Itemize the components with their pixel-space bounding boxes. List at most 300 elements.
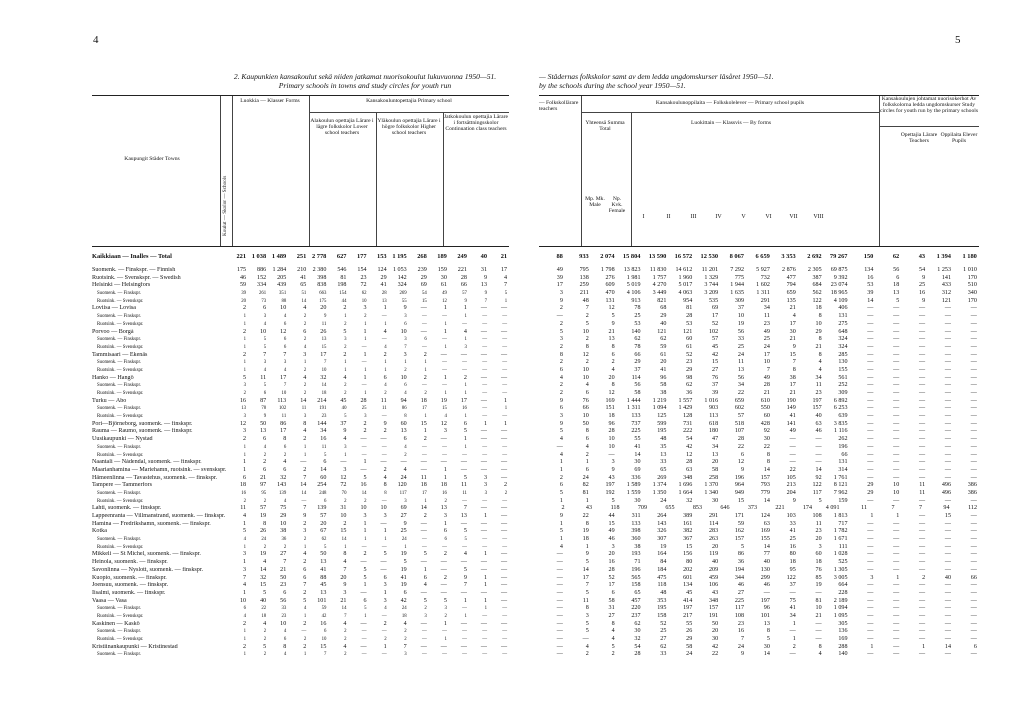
table-cell: — <box>442 360 447 366</box>
table-cell: — <box>893 459 900 466</box>
table-cell: 2 <box>423 513 427 519</box>
table-cell: 122 <box>812 482 822 489</box>
table-cell: 29 <box>686 636 693 642</box>
table-cell: 1 <box>585 459 589 466</box>
table-cell: 45 <box>340 397 347 404</box>
table-cell: — <box>482 652 488 658</box>
table-cell: — <box>380 459 387 466</box>
table-cell: 2 <box>463 374 467 381</box>
table-row <box>92 329 509 337</box>
table-row <box>539 490 979 498</box>
table-cell: — <box>502 314 508 320</box>
table-cell: 170 <box>967 297 977 304</box>
table-cell: 16 572 <box>674 253 693 260</box>
table-cell: 3 <box>263 360 267 366</box>
table-cell: 9 <box>740 651 744 658</box>
table-cell: 139 <box>279 490 287 496</box>
table-cell: 18 <box>420 482 427 489</box>
table-cell: 307 <box>657 536 667 543</box>
table-cell: 19 <box>440 397 447 404</box>
table-cell: 59 <box>321 606 327 612</box>
table-cell: 4 <box>559 543 563 550</box>
table-cell: 2 <box>303 520 307 527</box>
table-row <box>92 444 509 452</box>
table-cell: 3 744 <box>704 282 719 289</box>
table-cell: 11 <box>321 321 327 327</box>
table-cell: 159 <box>838 497 848 504</box>
table-cell: 4 <box>243 613 247 619</box>
table-cell: — <box>763 589 770 596</box>
table-cell: 5 017 <box>678 282 693 289</box>
table-cell: 57 <box>462 291 467 297</box>
table-cell: 139 <box>317 505 327 512</box>
table-row <box>92 305 509 313</box>
table-cell: — <box>460 351 467 358</box>
table-cell: — <box>482 498 488 504</box>
table-cell: 8 <box>766 628 770 635</box>
table-cell: 4 <box>283 652 287 658</box>
table-cell: 2 <box>344 391 347 396</box>
table-cell: 1 <box>443 474 447 481</box>
table-cell: — <box>893 466 900 473</box>
table-cell: 8 <box>585 428 589 435</box>
table-cell: — <box>944 366 951 373</box>
table-cell: 3 <box>403 351 407 358</box>
table-cell: — <box>482 383 488 389</box>
table-cell: 7 <box>283 559 287 566</box>
table-cell: 20 <box>712 459 719 466</box>
table-cell: 1 <box>483 574 488 581</box>
table-cell: 36 <box>281 537 287 543</box>
table-cell: 4 091 <box>825 505 840 512</box>
table-cell: — <box>944 636 951 642</box>
table-row <box>539 559 979 567</box>
table-cell: 15 <box>737 497 744 504</box>
table-cell: — <box>361 629 367 635</box>
table-cell: 6 <box>424 337 427 343</box>
table-cell: — <box>556 582 563 589</box>
table-cell: 386 <box>967 489 977 496</box>
circle-pupils-header: Oppilaita Elever Pupils <box>940 132 978 145</box>
table-cell: — <box>442 452 447 458</box>
table-cell: 1 <box>444 344 447 350</box>
table-cell: 20 <box>340 574 347 581</box>
table-cell: — <box>789 436 796 443</box>
table-cell: 63 <box>763 520 770 527</box>
table-row <box>92 567 509 575</box>
table-cell: 2 <box>303 391 307 396</box>
table-cell: — <box>480 566 488 573</box>
table-cell: 6 <box>323 629 327 635</box>
table-cell: — <box>970 390 977 396</box>
table-cell: — <box>970 459 977 466</box>
table-cell: 1 <box>303 360 307 366</box>
table-cell: 10 <box>608 443 615 450</box>
table-cell: — <box>462 544 467 550</box>
table-cell: 142 <box>397 274 407 281</box>
table-cell: — <box>893 597 900 604</box>
table-cell: 1 094 <box>833 605 848 612</box>
table-cell: 43 <box>608 474 615 481</box>
table-cell: 14 <box>300 397 307 404</box>
table-cell: 1 116 <box>834 428 848 435</box>
table-cell: 1 <box>243 589 247 596</box>
table-cell: — <box>970 497 977 504</box>
row-label: Suomenk. — Finskspr. <box>97 629 141 635</box>
table-cell: 191 <box>319 406 327 412</box>
table-cell: 1 <box>896 513 900 519</box>
table-cell: 1 370 <box>704 482 719 489</box>
table-cell: 40 <box>944 574 951 581</box>
table-cell: 477 <box>786 274 796 281</box>
table-cell: 122 <box>786 574 796 581</box>
table-cell: 44 <box>341 298 347 304</box>
table-cell: 4 <box>343 643 347 650</box>
table-cell: 18 <box>261 613 267 619</box>
table-cell: 6 <box>323 498 327 504</box>
table-cell: 6 253 <box>833 405 848 412</box>
table-cell: 40 <box>341 406 347 412</box>
table-cell: — <box>361 444 367 450</box>
lower-teachers-header: Alakoulun opettajia Lärare i lägre folkskolor Lower school teachers <box>310 118 374 137</box>
table-cell: 1 944 <box>730 282 744 289</box>
table-cell: 3 <box>559 290 563 297</box>
row-label: Ruotsink. — Svenskspr. <box>97 367 144 373</box>
table-cell: 11 201 <box>701 267 719 273</box>
table-cell: — <box>944 405 951 412</box>
table-cell: 2 <box>303 367 307 373</box>
table-cell: — <box>480 397 488 404</box>
table-cell: 133 <box>631 520 641 527</box>
table-cell: 13 <box>320 589 327 596</box>
table-cell: 30 <box>634 459 641 466</box>
table-cell: 7 <box>404 344 407 350</box>
table-cell: 1 <box>464 414 467 420</box>
table-cell: 8 <box>263 520 267 527</box>
table-cell: — <box>944 628 951 635</box>
table-cell: 94 <box>400 397 407 404</box>
table-cell: — <box>502 414 508 420</box>
table-cell: 8 <box>585 343 589 350</box>
table-cell: 10 <box>893 489 900 496</box>
table-cell: — <box>501 643 508 650</box>
table-cell: — <box>944 466 951 473</box>
table-cell: 1 <box>344 360 347 366</box>
row-label: Helsinki — Helsingfors <box>92 282 151 289</box>
table-cell: 5 <box>263 589 267 596</box>
table-cell: — <box>501 436 508 443</box>
table-cell: 5 <box>383 551 387 558</box>
table-cell: 6 <box>404 321 407 327</box>
table-cell: 565 <box>631 574 641 581</box>
table-cell: — <box>301 498 307 504</box>
table-cell: 263 <box>708 536 719 543</box>
table-cell: 20 <box>320 305 327 312</box>
table-cell: 210 <box>297 267 307 273</box>
table-cell: 601 <box>683 574 693 581</box>
right-page <box>512 0 1024 724</box>
table-cell: 2 <box>363 551 367 558</box>
table-cell: — <box>502 498 508 504</box>
table-cell: — <box>482 637 488 642</box>
table-cell: 2 <box>243 391 247 396</box>
table-cell: 2 <box>303 589 307 596</box>
table-cell: — <box>501 466 508 473</box>
table-cell: 3 <box>363 513 367 519</box>
table-cell: 198 <box>337 282 347 289</box>
table-cell: 535 <box>708 297 719 304</box>
table-cell: 4 <box>283 367 287 373</box>
caption-title: 2. Kaupunkien kansakoulut sekä niiden jatkamat nuorisokoulut lukuvuonna 1950—51. <box>233 72 497 81</box>
table-cell: 195 <box>657 605 667 612</box>
table-cell: — <box>944 566 951 573</box>
table-cell: — <box>462 606 467 612</box>
table-cell: 27 <box>608 612 615 619</box>
table-cell: 4 <box>559 374 563 381</box>
table-cell: 98 <box>686 374 693 381</box>
table-cell: 709 <box>637 505 647 512</box>
table-cell: 2 <box>384 637 387 642</box>
table-cell: — <box>867 366 874 373</box>
table-cell: 31 <box>608 605 615 612</box>
table-cell: 4 <box>585 382 589 389</box>
table-cell: — <box>482 544 488 550</box>
table-cell: 288 <box>838 643 848 650</box>
table-row <box>92 398 509 406</box>
table-cell: 5 <box>303 597 307 604</box>
table-cell: 2 <box>303 383 307 389</box>
table-cell: 5 <box>559 528 563 535</box>
table-cell: — <box>970 413 977 420</box>
table-cell: 50 <box>320 551 327 558</box>
table-cell: 414 <box>683 597 693 604</box>
table-cell: 10 <box>361 298 367 304</box>
table-cell: — <box>867 374 874 381</box>
table-cell: 1 <box>464 391 467 396</box>
table-cell: — <box>360 559 367 566</box>
table-cell: 75 <box>280 505 287 512</box>
row-label: Suomenk. — Finskspr. <box>97 291 141 297</box>
table-row <box>539 528 979 536</box>
table-cell: 24 <box>763 343 770 350</box>
table-cell: 19 <box>400 582 407 589</box>
table-cell: — <box>893 336 900 343</box>
table-cell: 251 <box>296 253 307 260</box>
table-cell: 1 094 <box>652 405 667 412</box>
table-cell: 41 <box>789 413 796 420</box>
table-cell: 7 292 <box>730 267 744 273</box>
table-cell: 428 <box>760 420 770 427</box>
table-cell: 21 <box>340 597 347 604</box>
table-row <box>92 405 509 413</box>
table-cell: 4 <box>263 321 267 327</box>
table-cell: 14 <box>341 606 347 612</box>
table-cell: 2 <box>303 643 307 650</box>
table-cell: 174 <box>802 505 812 512</box>
table-cell: 41 <box>660 366 667 373</box>
table-cell: 12 <box>440 420 447 427</box>
table-cell: 56 <box>280 597 287 604</box>
table-cell: — <box>944 536 951 543</box>
table-cell: 546 <box>337 267 347 273</box>
table-cell: 32 <box>280 474 287 481</box>
table-cell: 838 <box>317 282 327 289</box>
table-row <box>539 428 979 436</box>
table-cell: 18 <box>420 397 427 404</box>
table-row <box>92 628 509 636</box>
table-cell: 5 <box>585 320 589 327</box>
table-row <box>92 651 509 659</box>
table-cell: — <box>867 397 874 404</box>
table-cell: 2 <box>343 351 347 358</box>
table-cell: — <box>944 343 951 350</box>
table-row <box>92 359 509 367</box>
table-cell: 81 <box>582 489 589 496</box>
table-cell: 684 <box>812 282 822 289</box>
table-cell: 3 <box>611 459 615 466</box>
table-cell: 5 <box>611 497 615 504</box>
table-cell: 48 <box>582 297 589 304</box>
table-cell: 49 <box>763 374 770 381</box>
table-cell: 213 <box>786 482 796 489</box>
table-row <box>539 444 979 452</box>
table-row <box>539 521 979 529</box>
table-cell: 66 <box>582 405 589 412</box>
table-cell: 87 <box>260 397 267 404</box>
table-cell: — <box>501 566 508 573</box>
table-cell: — <box>893 643 900 650</box>
table-cell: 2 <box>243 643 247 650</box>
table-cell: — <box>970 528 977 535</box>
table-cell: 76 <box>582 397 589 404</box>
table-cell: 2 <box>364 314 367 320</box>
table-cell: 205 <box>277 274 287 281</box>
table-cell: — <box>380 566 387 573</box>
table-cell: — <box>919 559 926 566</box>
table-cell: — <box>893 520 900 527</box>
table-cell: 6 <box>896 274 900 281</box>
table-cell: 1 <box>243 544 247 550</box>
table-cell: 2 <box>559 320 563 327</box>
circle-teachers-header: Opettajia Lärare Teachers <box>900 132 938 145</box>
table-cell: 8 <box>611 382 615 389</box>
table-cell: 30 <box>634 497 641 504</box>
table-cell: 11 <box>240 505 247 512</box>
table-cell: — <box>944 390 951 396</box>
table-cell: 197 <box>760 597 770 604</box>
table-cell: — <box>893 620 900 627</box>
table-cell: — <box>944 459 951 466</box>
table-cell: 20 <box>712 543 719 550</box>
table-cell: — <box>360 436 367 443</box>
table-cell: — <box>893 428 900 435</box>
table-cell: — <box>867 459 874 466</box>
table-cell: 54 <box>421 291 427 297</box>
table-cell: 37 <box>737 305 744 312</box>
caption-title: — Städernas folkskolor samt av dem ledda ungdomskurser läsåret 1950—51. <box>539 72 774 81</box>
table-cell: 149 <box>786 405 796 412</box>
table-cell: — <box>970 582 977 589</box>
table-cell: 108 <box>734 612 744 619</box>
table-cell: 59 <box>239 282 247 289</box>
table-cell: 53 <box>686 320 693 327</box>
table-cell: — <box>502 606 508 612</box>
table-cell: 1 782 <box>833 528 848 535</box>
table-cell: 54 <box>634 643 641 650</box>
table-cell: 59 <box>660 343 667 350</box>
table-cell: 108 <box>812 513 822 519</box>
table-row <box>539 305 979 313</box>
table-cell: 3 <box>283 360 287 366</box>
table-cell: 141 <box>786 420 796 427</box>
table-cell: 248 <box>319 490 327 496</box>
table-cell: 2 <box>559 305 563 312</box>
table-cell: 21 <box>789 336 796 343</box>
table-cell: — <box>893 543 900 550</box>
table-cell: 24 <box>686 651 693 658</box>
table-cell: 5 <box>323 452 327 458</box>
table-cell: 88 <box>556 253 563 260</box>
table-cell: 23 <box>686 359 693 366</box>
table-row <box>539 536 979 544</box>
table-cell: — <box>970 305 977 312</box>
table-cell: 41 <box>634 443 641 450</box>
form-header: II <box>666 214 671 220</box>
table-cell: 1 180 <box>962 253 977 260</box>
table-cell: — <box>944 436 951 443</box>
table-cell: 11 <box>380 397 387 404</box>
table-cell: 65 <box>660 466 667 473</box>
table-cell: 2 <box>585 313 589 320</box>
table-cell: — <box>919 428 926 435</box>
table-cell: — <box>380 559 387 566</box>
table-cell: 117 <box>399 490 407 496</box>
table-cell: 23 <box>815 390 822 396</box>
table-cell: — <box>421 629 427 635</box>
table-cell: 336 <box>631 474 641 481</box>
table-cell: 21 <box>608 328 615 335</box>
table-cell: 81 <box>686 305 693 312</box>
table-cell: — <box>867 336 874 343</box>
table-cell: 2 <box>344 321 347 327</box>
table-cell: 4 <box>343 559 347 566</box>
table-cell: 1 305 <box>833 566 848 573</box>
table-cell: 4 <box>403 620 407 627</box>
table-cell: — <box>501 374 508 381</box>
table-cell: — <box>361 344 367 350</box>
table-cell: 6 <box>283 444 287 450</box>
table-row <box>539 313 979 321</box>
row-label: Kaikkiaan — Inalles — Total <box>92 253 172 260</box>
table-cell: 7 <box>766 366 770 373</box>
table-cell: 4 <box>384 344 387 350</box>
table-cell: 2 <box>303 637 307 642</box>
table-cell: — <box>867 343 874 350</box>
table-cell: 3 <box>404 337 407 343</box>
table-cell: 18 <box>815 559 822 566</box>
table-cell: 1 <box>559 497 563 504</box>
table-cell: 6 <box>585 390 589 396</box>
table-cell: 913 <box>631 297 641 304</box>
table-cell: 1 016 <box>704 397 719 404</box>
table-cell: 1 028 <box>833 551 848 558</box>
table-cell: 11 <box>861 505 867 512</box>
higher-teachers-header: Yläkoulun opettajia Lärare i högre folkskolor Higher school teachers <box>377 118 441 137</box>
table-cell: — <box>867 497 874 504</box>
table-row <box>539 359 979 367</box>
table-cell: — <box>556 612 563 619</box>
table-row <box>539 621 979 629</box>
